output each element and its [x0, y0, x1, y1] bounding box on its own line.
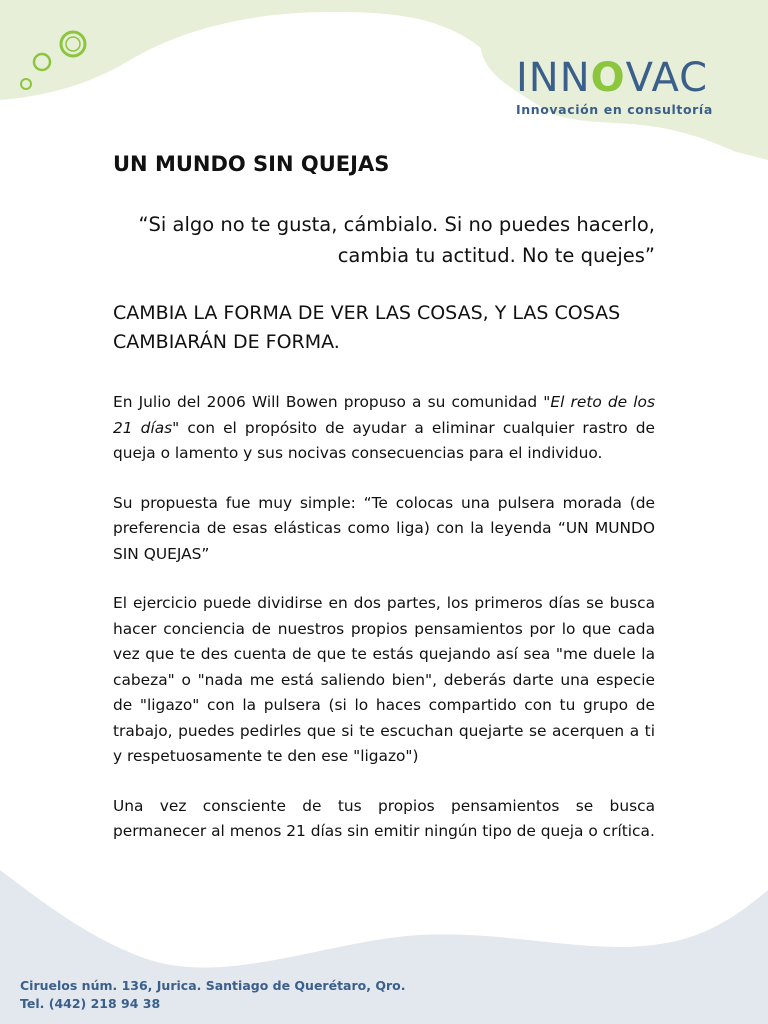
paragraph-2: Su propuesta fue muy simple: “Te colocas una pulsera morada (de preferencia de esas elásticas como liga) con la leyenda “UN MUNDO SIN QUEJAS” — [113, 493, 655, 563]
document-body — [113, 150, 655, 869]
footer-address: Ciruelos núm. 136, Jurica. Santiago de Querétaro, Qro. — [20, 978, 406, 993]
paragraph-1-before: En Julio del 2006 Will Bowen propuso a su comunidad — [113, 393, 544, 411]
page-footer — [20, 977, 405, 1013]
quote-block — [113, 209, 655, 271]
innovac-logo — [516, 55, 726, 117]
logo-ring-letter: O — [590, 55, 626, 101]
paragraph-1-after: con el propósito de ayudar a eliminar cualquier rastro de queja o lamento y sus nocivas consecuencias para el individuo. — [113, 418, 655, 462]
paragraph-1 — [113, 390, 655, 467]
quote-line-1: “Si algo no te gusta, cámbialo. Si no puedes hacerlo, — [138, 213, 655, 236]
footer-phone: Tel. (442) 218 94 38 — [20, 996, 161, 1011]
paragraph-3: El ejercicio puede dividirse en dos partes, los primeros días se busca hacer conciencia de nuestros propios pensamientos por lo que cada vez que te des cuenta de que te estás quejando así sea "me duele la cabeza" o "nada me está saliendo bien", deberás darte una especie de "ligazo" con la pulsera (si lo haces compartido con tu grupo de trabajo, puedes pedirles que si te escuchan quejarte se acerquen a ti y respetuosamente te den ese "ligazo") — [113, 594, 655, 765]
logo-wordmark — [516, 55, 726, 101]
paragraph-4: Una vez consciente de tus propios pensamientos se busca permanecer al menos 21 días sin emitir ningún tipo de queja o crítica. — [113, 796, 655, 840]
logo-tagline: Innovación en consultoría — [516, 102, 713, 117]
logo-word-end: VAC — [625, 55, 709, 101]
logo-word-start: INN — [516, 55, 591, 101]
paragraph-1-italic: "El reto de los 21 días" — [113, 393, 655, 437]
page-title: UN MUNDO SIN QUEJAS — [113, 152, 390, 176]
quote-line-2: cambia tu actitud. No te quejes” — [337, 244, 655, 267]
subheading: CAMBIA LA FORMA DE VER LAS COSAS, Y LAS COSAS CAMBIARÁN DE FORMA. — [113, 302, 621, 353]
